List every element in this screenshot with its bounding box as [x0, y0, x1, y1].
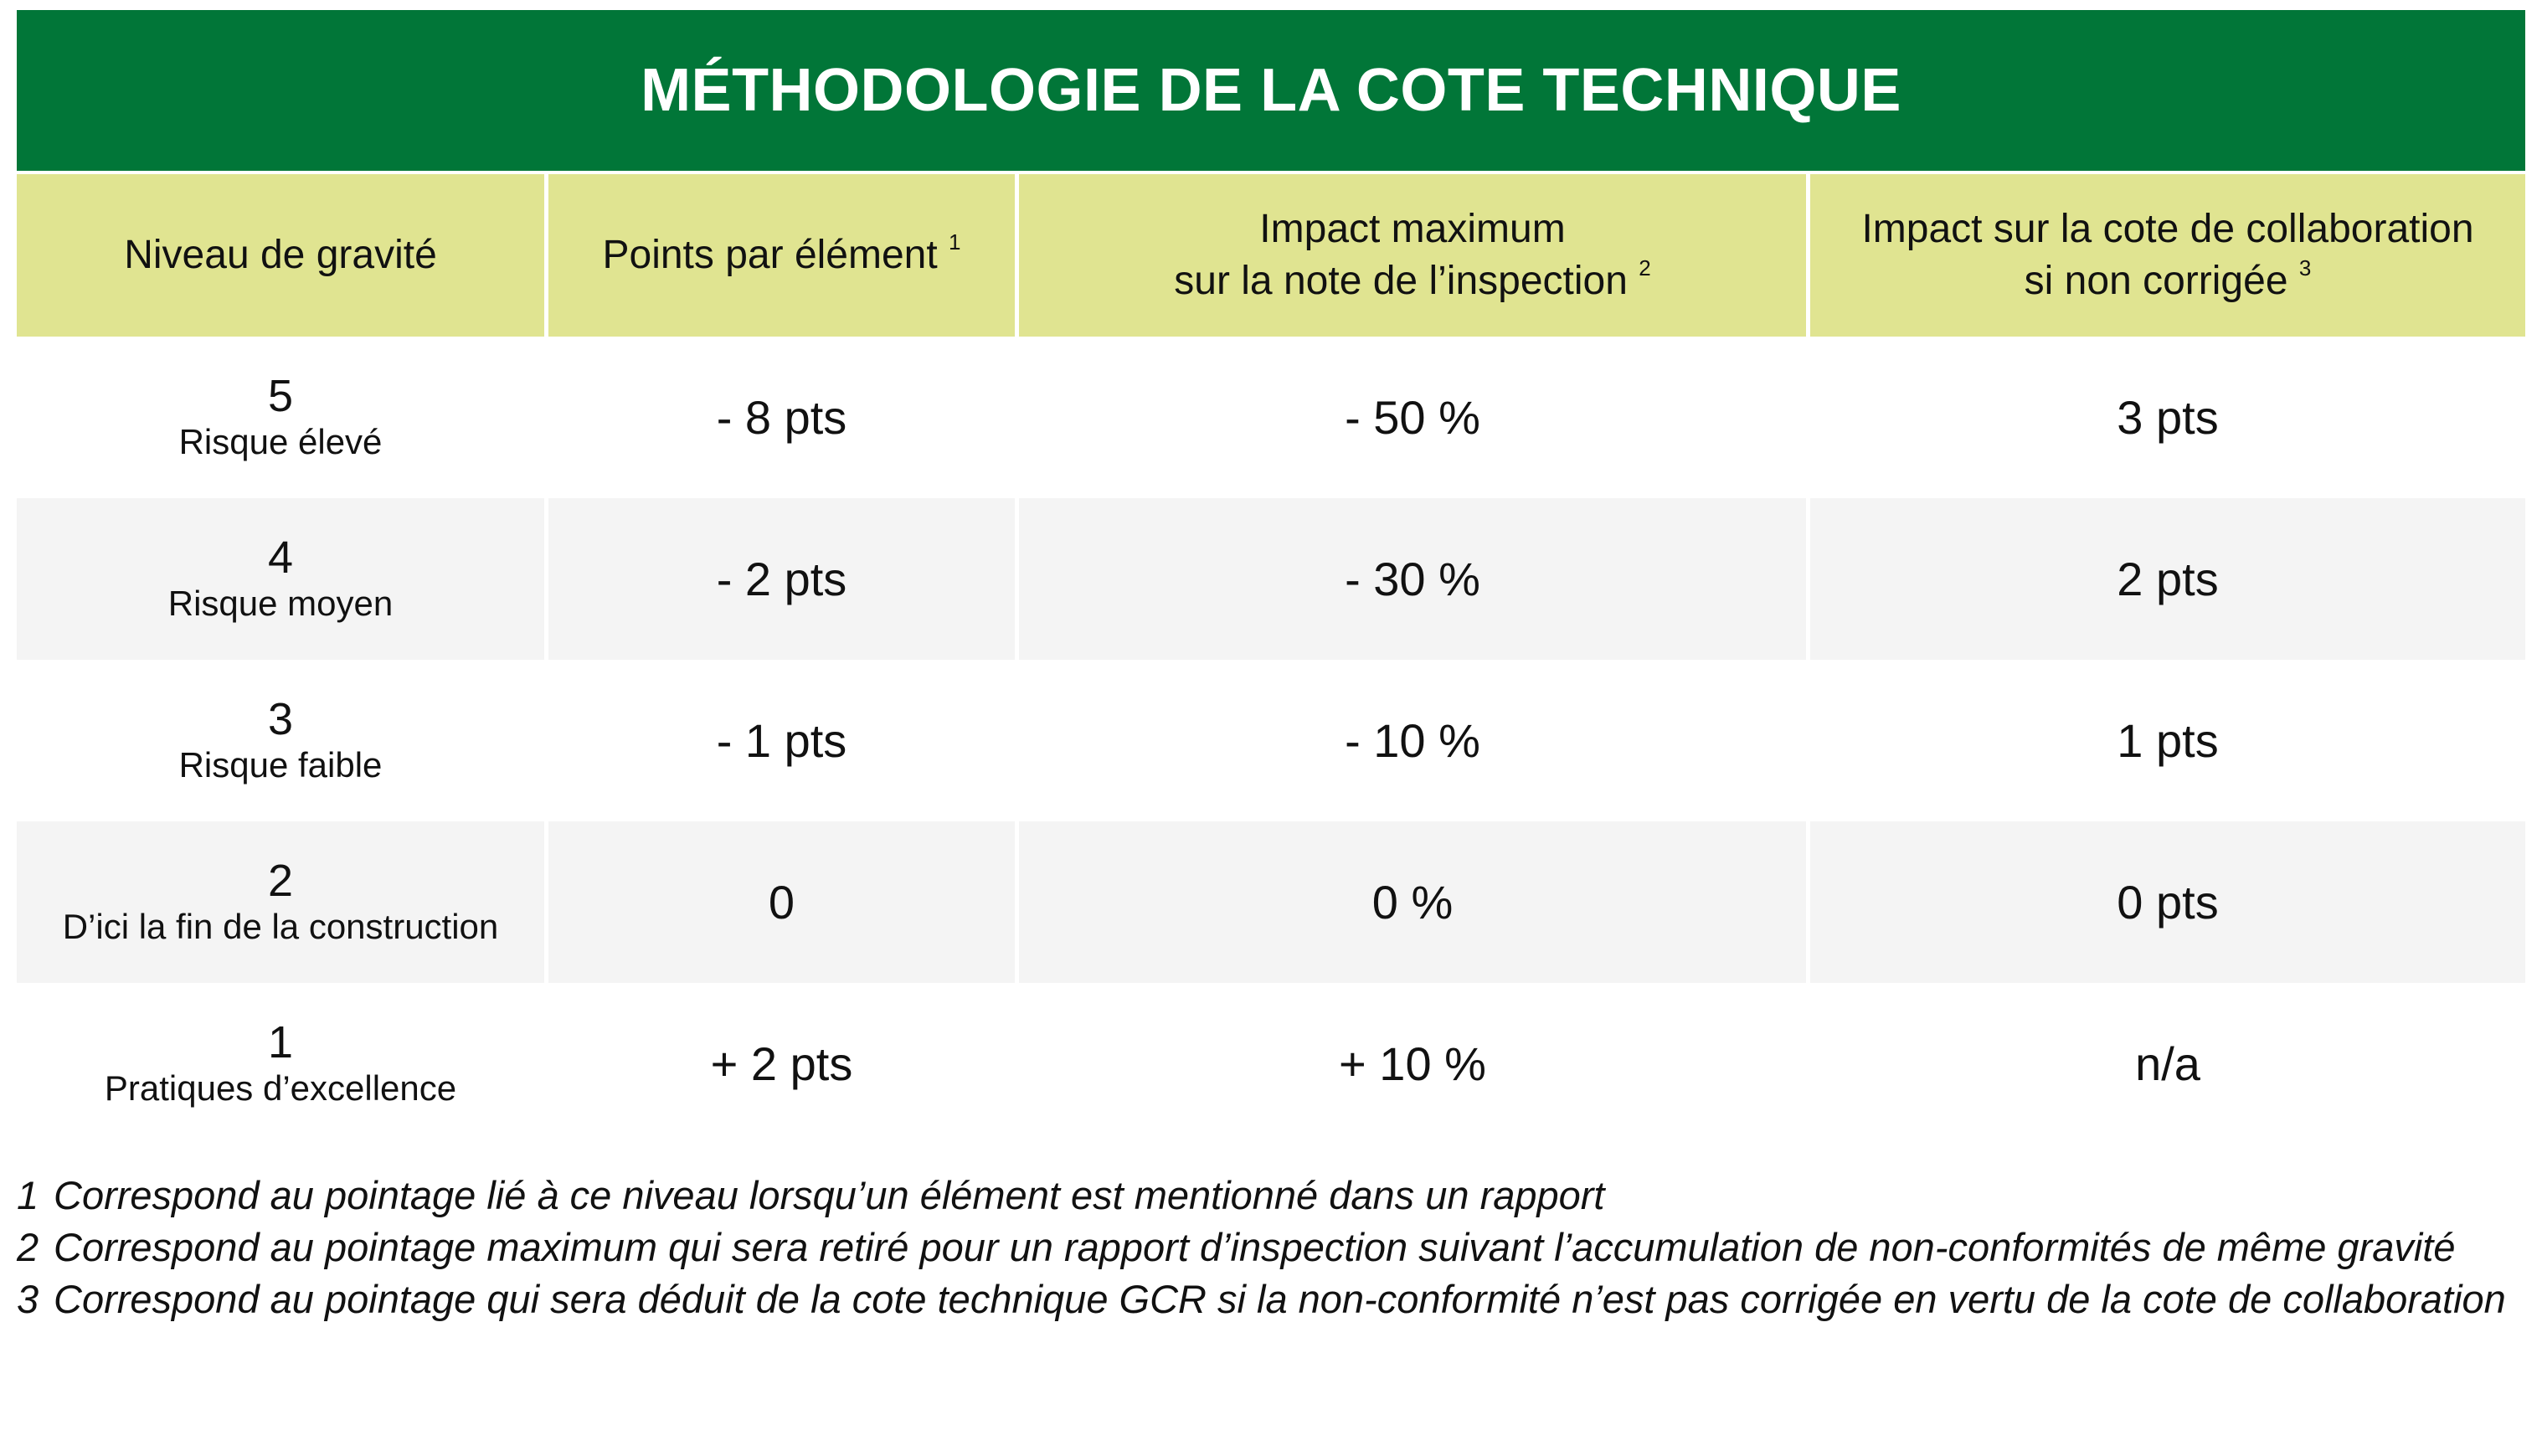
- footnote-ref-3: 3: [2298, 255, 2312, 280]
- collab-cell: 0 pts: [1806, 821, 2525, 983]
- severity-cell: [17, 821, 544, 983]
- severity-cell: [17, 983, 544, 1145]
- footnote-number: 1: [17, 1173, 39, 1217]
- impact-cell: - 10 %: [1015, 660, 1806, 821]
- impact-cell: - 50 %: [1015, 337, 1806, 498]
- table-row: [17, 337, 2525, 498]
- severity-level-label: Pratiques d’excellence: [104, 1068, 457, 1108]
- severity-level-number: 5: [267, 370, 294, 421]
- impact-cell: 0 %: [1015, 821, 1806, 983]
- severity-level-label: Risque moyen: [167, 583, 394, 623]
- severity-cell: [17, 337, 544, 498]
- footnote: [17, 1222, 2525, 1273]
- collab-cell: n/a: [1806, 983, 2525, 1145]
- header-row: [17, 171, 2525, 337]
- points-cell: - 1 pts: [544, 660, 1015, 821]
- footnote-number: 2: [17, 1225, 39, 1269]
- table-row: [17, 983, 2525, 1145]
- table-row: [17, 821, 2525, 983]
- severity-cell: [17, 660, 544, 821]
- table-title: MÉTHODOLOGIE DE LA COTE TECHNIQUE: [17, 10, 2525, 171]
- table-row: [17, 498, 2525, 660]
- header-max-impact: [1015, 171, 1806, 337]
- collab-cell: 3 pts: [1806, 337, 2525, 498]
- severity-level-number: 4: [267, 532, 294, 583]
- impact-cell: + 10 %: [1015, 983, 1806, 1145]
- footnote-text: Correspond au pointage lié à ce niveau lorsqu’un élément est mentionné dans un rapport: [54, 1173, 1605, 1217]
- severity-level-number: 3: [267, 693, 294, 744]
- severity-level-number: 1: [267, 1016, 294, 1068]
- impact-cell: - 30 %: [1015, 498, 1806, 660]
- header-severity-level: [17, 171, 544, 337]
- footnote-ref-1: 1: [949, 229, 961, 255]
- footnote-ref-2: 2: [1639, 255, 1651, 280]
- footnotes: [17, 1170, 2525, 1325]
- points-cell: - 2 pts: [544, 498, 1015, 660]
- methodology-table: [17, 171, 2525, 1145]
- points-cell: - 8 pts: [544, 337, 1015, 498]
- header-points-text: Points par élément: [602, 233, 938, 277]
- header-collab-line2: si non corrigée: [2024, 259, 2288, 303]
- footnote-number: 3: [17, 1277, 39, 1321]
- footnote-text: Correspond au pointage qui sera déduit de la cote technique GCR si la non-conformité n’est pas corrigée en vertu de la cote de collaboration: [54, 1277, 2506, 1321]
- footnote: [17, 1273, 2525, 1325]
- header-severity-level-text: Niveau de gravité: [124, 233, 437, 277]
- points-cell: 0: [544, 821, 1015, 983]
- header-max-impact-line2: sur la note de l’inspection: [1174, 259, 1628, 303]
- footnote: [17, 1170, 2525, 1222]
- footnote-text: Correspond au pointage maximum qui sera retiré pour un rapport d’inspection suivant l’accumulation de non-conformités de même gravité: [54, 1225, 2456, 1269]
- header-collaboration-impact: [1806, 171, 2525, 337]
- points-cell: + 2 pts: [544, 983, 1015, 1145]
- table-row: [17, 660, 2525, 821]
- severity-cell: [17, 498, 544, 660]
- header-collab-line1: Impact sur la cote de collaboration: [1861, 207, 2474, 251]
- methodology-table-container: [17, 10, 2525, 1325]
- header-points-per-element: [544, 171, 1015, 337]
- severity-level-label: Risque élevé: [178, 421, 383, 461]
- collab-cell: 2 pts: [1806, 498, 2525, 660]
- severity-level-number: 2: [267, 855, 294, 906]
- severity-level-label: Risque faible: [178, 744, 383, 785]
- severity-level-label: D’ici la fin de la construction: [62, 906, 499, 946]
- collab-cell: 1 pts: [1806, 660, 2525, 821]
- header-max-impact-line1: Impact maximum: [1259, 207, 1566, 251]
